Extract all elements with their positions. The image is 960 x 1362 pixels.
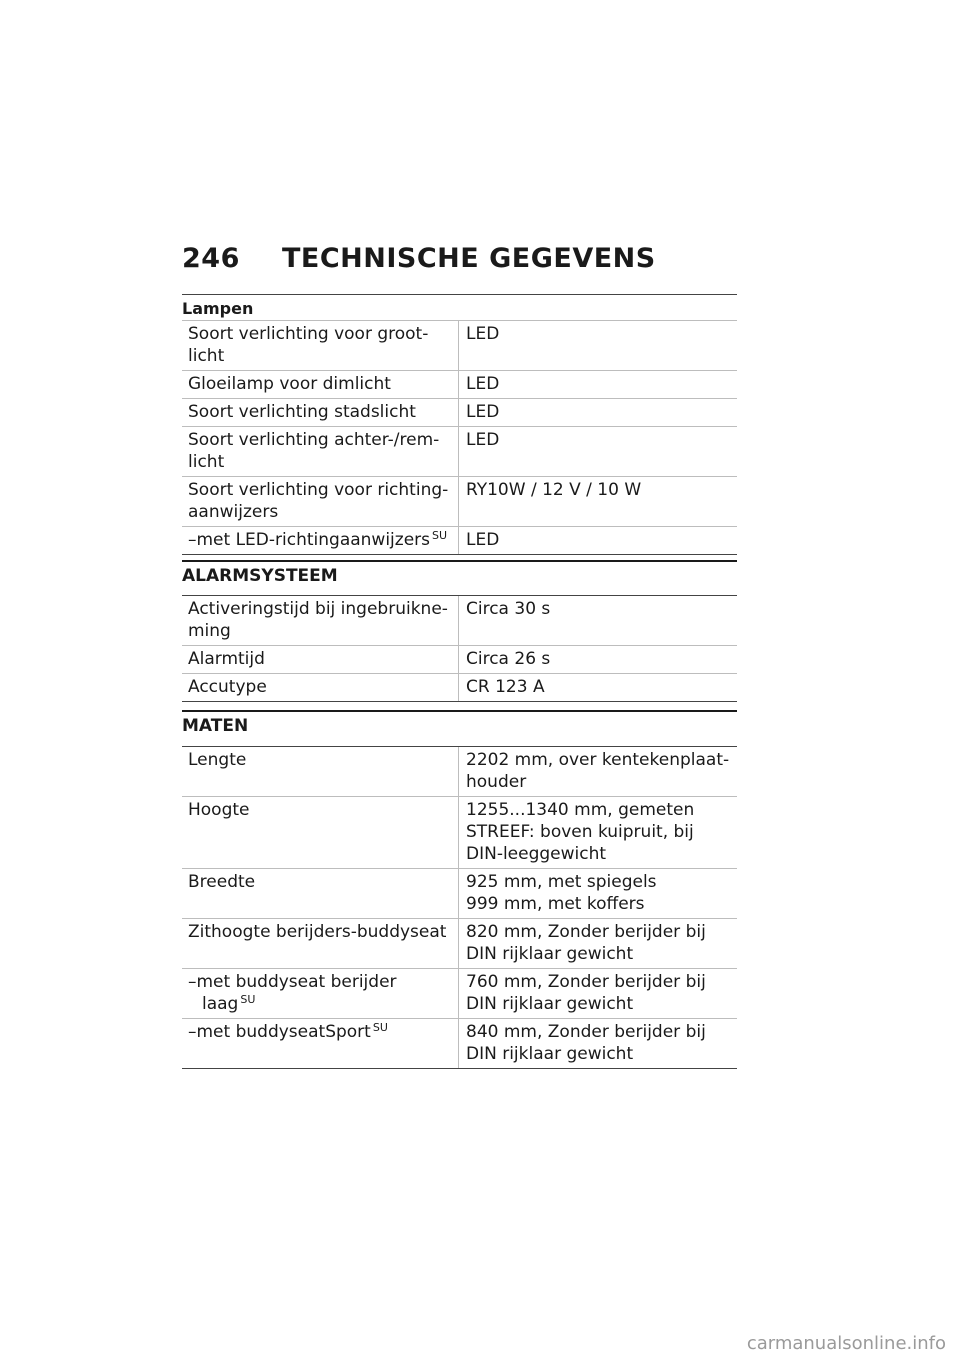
table-row [182,399,737,427]
row-label: –met LED-richtingaanwijzers $^{SU}$ [182,527,459,555]
table-row [182,869,737,919]
row-label: Gloeilamp voor dimlicht [182,371,459,399]
row-value: 1255...1340 mm, gemeten STREEF: boven kuipruit, bij DIN-leeggewicht [459,797,738,869]
section-alarm [182,560,737,702]
table-row [182,596,737,646]
table-row [182,797,737,869]
row-label: Activeringstijd bij ingebruikne- ming [182,596,459,646]
row-value: LED [459,371,738,399]
section-maten [182,710,737,1069]
row-label: Alarmtijd [182,646,459,674]
su-marker: SU [432,529,448,542]
su-marker: SU [240,993,256,1006]
table-row [182,919,737,969]
page-number: 246 [182,243,240,274]
table-row [182,371,737,399]
section-title: ALARMSYSTEEM [182,562,737,596]
table-row [182,747,737,797]
alarm-table [182,596,737,702]
row-label: –met buddyseat berijder laag $^{SU}$ [182,969,459,1019]
page-title: TECHNISCHE GEGEVENS [282,243,656,274]
table-row [182,321,737,371]
row-value: LED [459,321,738,371]
row-label: Accutype [182,674,459,702]
watermark: carmanualsonline.info [746,1333,946,1354]
page-header [182,243,656,274]
table-row [182,1019,737,1069]
row-value: 820 mm, Zonder berijder bij DIN rijklaar gewicht [459,919,738,969]
table-row [182,477,737,527]
row-label: Zithoogte berijders-buddyseat [182,919,459,969]
lampen-table [182,321,737,555]
row-value: LED [459,527,738,555]
section-title: MATEN [182,712,737,747]
row-label: Hoogte [182,797,459,869]
row-value: Circa 26 s [459,646,738,674]
table-row [182,969,737,1019]
row-label: –met buddyseatSport $^{SU}$ [182,1019,459,1069]
row-value: LED [459,427,738,477]
row-label: Soort verlichting stadslicht [182,399,459,427]
row-value: 925 mm, met spiegels 999 mm, met koffers [459,869,738,919]
row-value: Circa 30 s [459,596,738,646]
row-value: RY10W / 12 V / 10 W [459,477,738,527]
row-value: 840 mm, Zonder berijder bij DIN rijklaar gewicht [459,1019,738,1069]
row-label: Breedte [182,869,459,919]
su-marker: SU [372,1021,388,1034]
table-row [182,527,737,555]
table-row [182,646,737,674]
section-title: Lampen [182,295,737,321]
row-value: CR 123 A [459,674,738,702]
row-value: 2202 mm, over kentekenplaat- houder [459,747,738,797]
row-label: Soort verlichting achter-/rem- licht [182,427,459,477]
row-value: 760 mm, Zonder berijder bij DIN rijklaar gewicht [459,969,738,1019]
maten-table [182,747,737,1069]
row-label: Lengte [182,747,459,797]
table-row [182,427,737,477]
row-value: LED [459,399,738,427]
table-row [182,674,737,702]
section-lampen [182,294,737,555]
row-label: Soort verlichting voor richting- aanwijzers [182,477,459,527]
row-label: Soort verlichting voor groot- licht [182,321,459,371]
